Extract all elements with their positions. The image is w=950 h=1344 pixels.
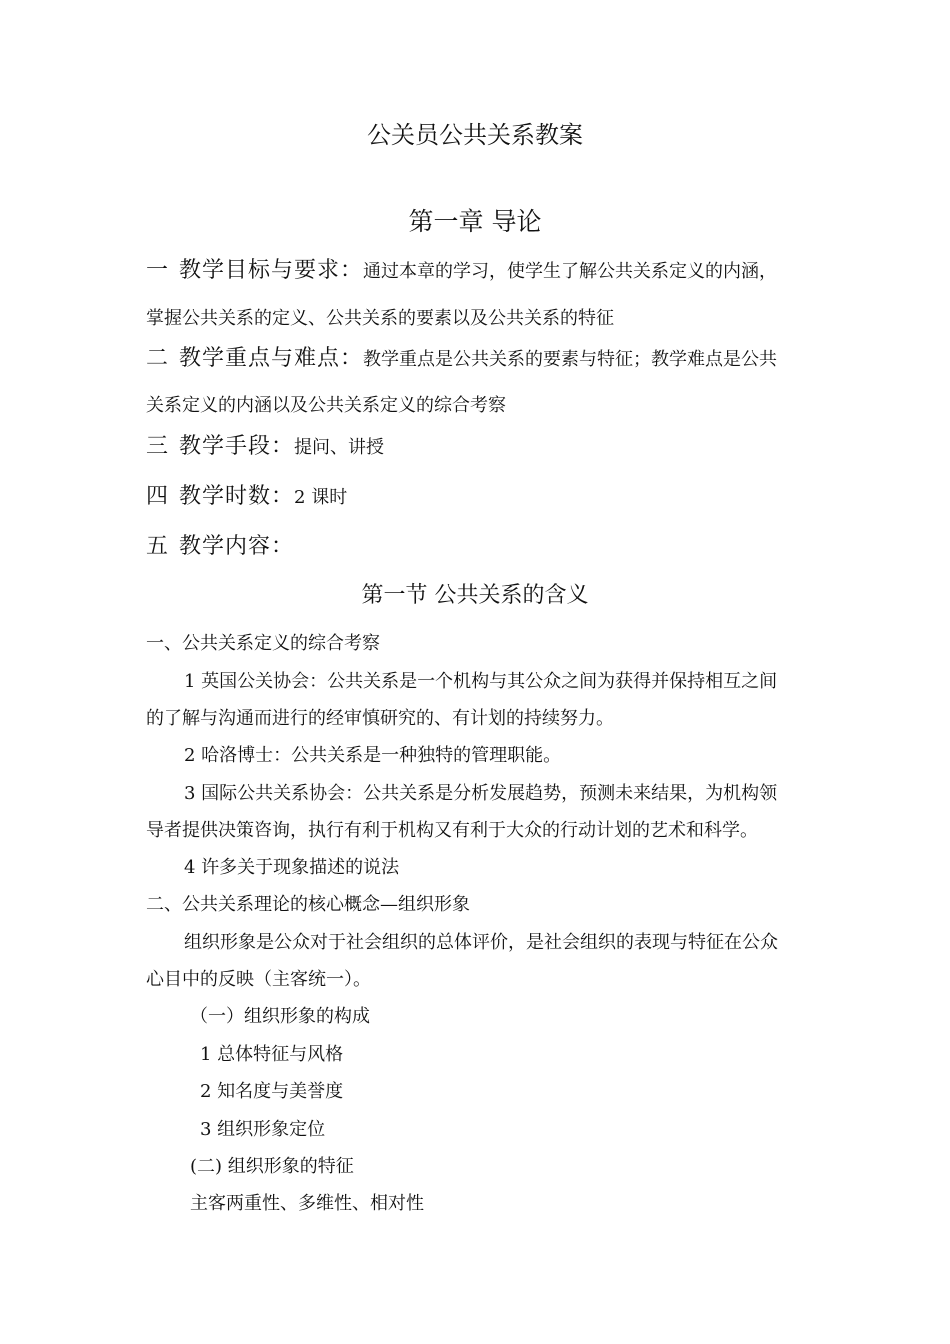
objectives-line — [146, 258, 816, 285]
section-title: 第一节 公共关系的含义 — [361, 583, 589, 608]
methods-heading: 教学手段： — [179, 434, 295, 459]
content-heading: 教学内容： — [179, 534, 295, 559]
key-points-line — [146, 346, 816, 373]
hours-number: 四 — [146, 484, 170, 509]
definition-1: 1 英国公关协会：公共关系是一个机构与其公众之间为获得并保持相互之间 — [184, 671, 778, 692]
chapter-title: 第一章 导论 — [408, 207, 542, 236]
subsection-1-heading: （一）组织形象的构成 — [190, 1006, 370, 1027]
definition-3-continued: 导者提供决策咨询，执行有利于机构又有利于大众的行动计划的艺术和科学。 — [146, 820, 758, 841]
document-title: 公关员公共关系教案 — [367, 121, 583, 149]
definition-1-continued: 的了解与沟通而进行的经审慎研究的、有计划的持续努力。 — [146, 708, 614, 729]
hours-heading: 教学时数： — [179, 484, 295, 509]
definition-2: 2 哈洛博士：公共关系是一种独特的管理职能。 — [184, 745, 562, 766]
hours-line — [146, 484, 816, 511]
objectives-text-continued: 掌握公共关系的定义、公共关系的要素以及公共关系的特征 — [146, 308, 614, 329]
methods-line — [146, 434, 816, 461]
subsection-2-heading: (二) 组织形象的特征 — [190, 1156, 354, 1177]
objectives-number: 一 — [146, 258, 170, 283]
hours-text: 2 课时 — [294, 487, 348, 508]
list-item: 1 总体特征与风格 — [200, 1044, 344, 1065]
key-points-text: 教学重点是公共关系的要素与特征；教学难点是公共 — [363, 349, 778, 370]
key-points-text-continued: 关系定义的内涵以及公共关系定义的综合考察 — [146, 395, 506, 416]
image-paragraph: 组织形象是公众对于社会组织的总体评价，是社会组织的表现与特征在公众 — [184, 932, 778, 953]
image-paragraph-continued: 心目中的反映（主客统一）。 — [146, 969, 371, 990]
content-number: 五 — [146, 534, 170, 559]
methods-number: 三 — [146, 434, 170, 459]
list-item: 2 知名度与美誉度 — [200, 1081, 344, 1102]
definition-3: 3 国际公共关系协会：公共关系是分析发展趋势，预测未来结果，为机构领 — [184, 783, 778, 804]
subsection-2-text: 主客两重性、多维性、相对性 — [190, 1193, 424, 1214]
content-line — [146, 534, 816, 561]
key-points-heading: 教学重点与难点： — [179, 346, 364, 371]
methods-text: 提问、讲授 — [294, 437, 385, 458]
part1-heading: 一、公共关系定义的综合考察 — [146, 633, 380, 654]
objectives-heading: 教学目标与要求： — [179, 258, 364, 283]
list-item: 3 组织形象定位 — [200, 1119, 326, 1140]
objectives-text: 通过本章的学习，使学生了解公共关系定义的内涵， — [363, 261, 778, 282]
definition-4: 4 许多关于现象描述的说法 — [184, 857, 400, 878]
part2-heading: 二、公共关系理论的核心概念—组织形象 — [146, 894, 470, 915]
key-points-number: 二 — [146, 346, 170, 371]
